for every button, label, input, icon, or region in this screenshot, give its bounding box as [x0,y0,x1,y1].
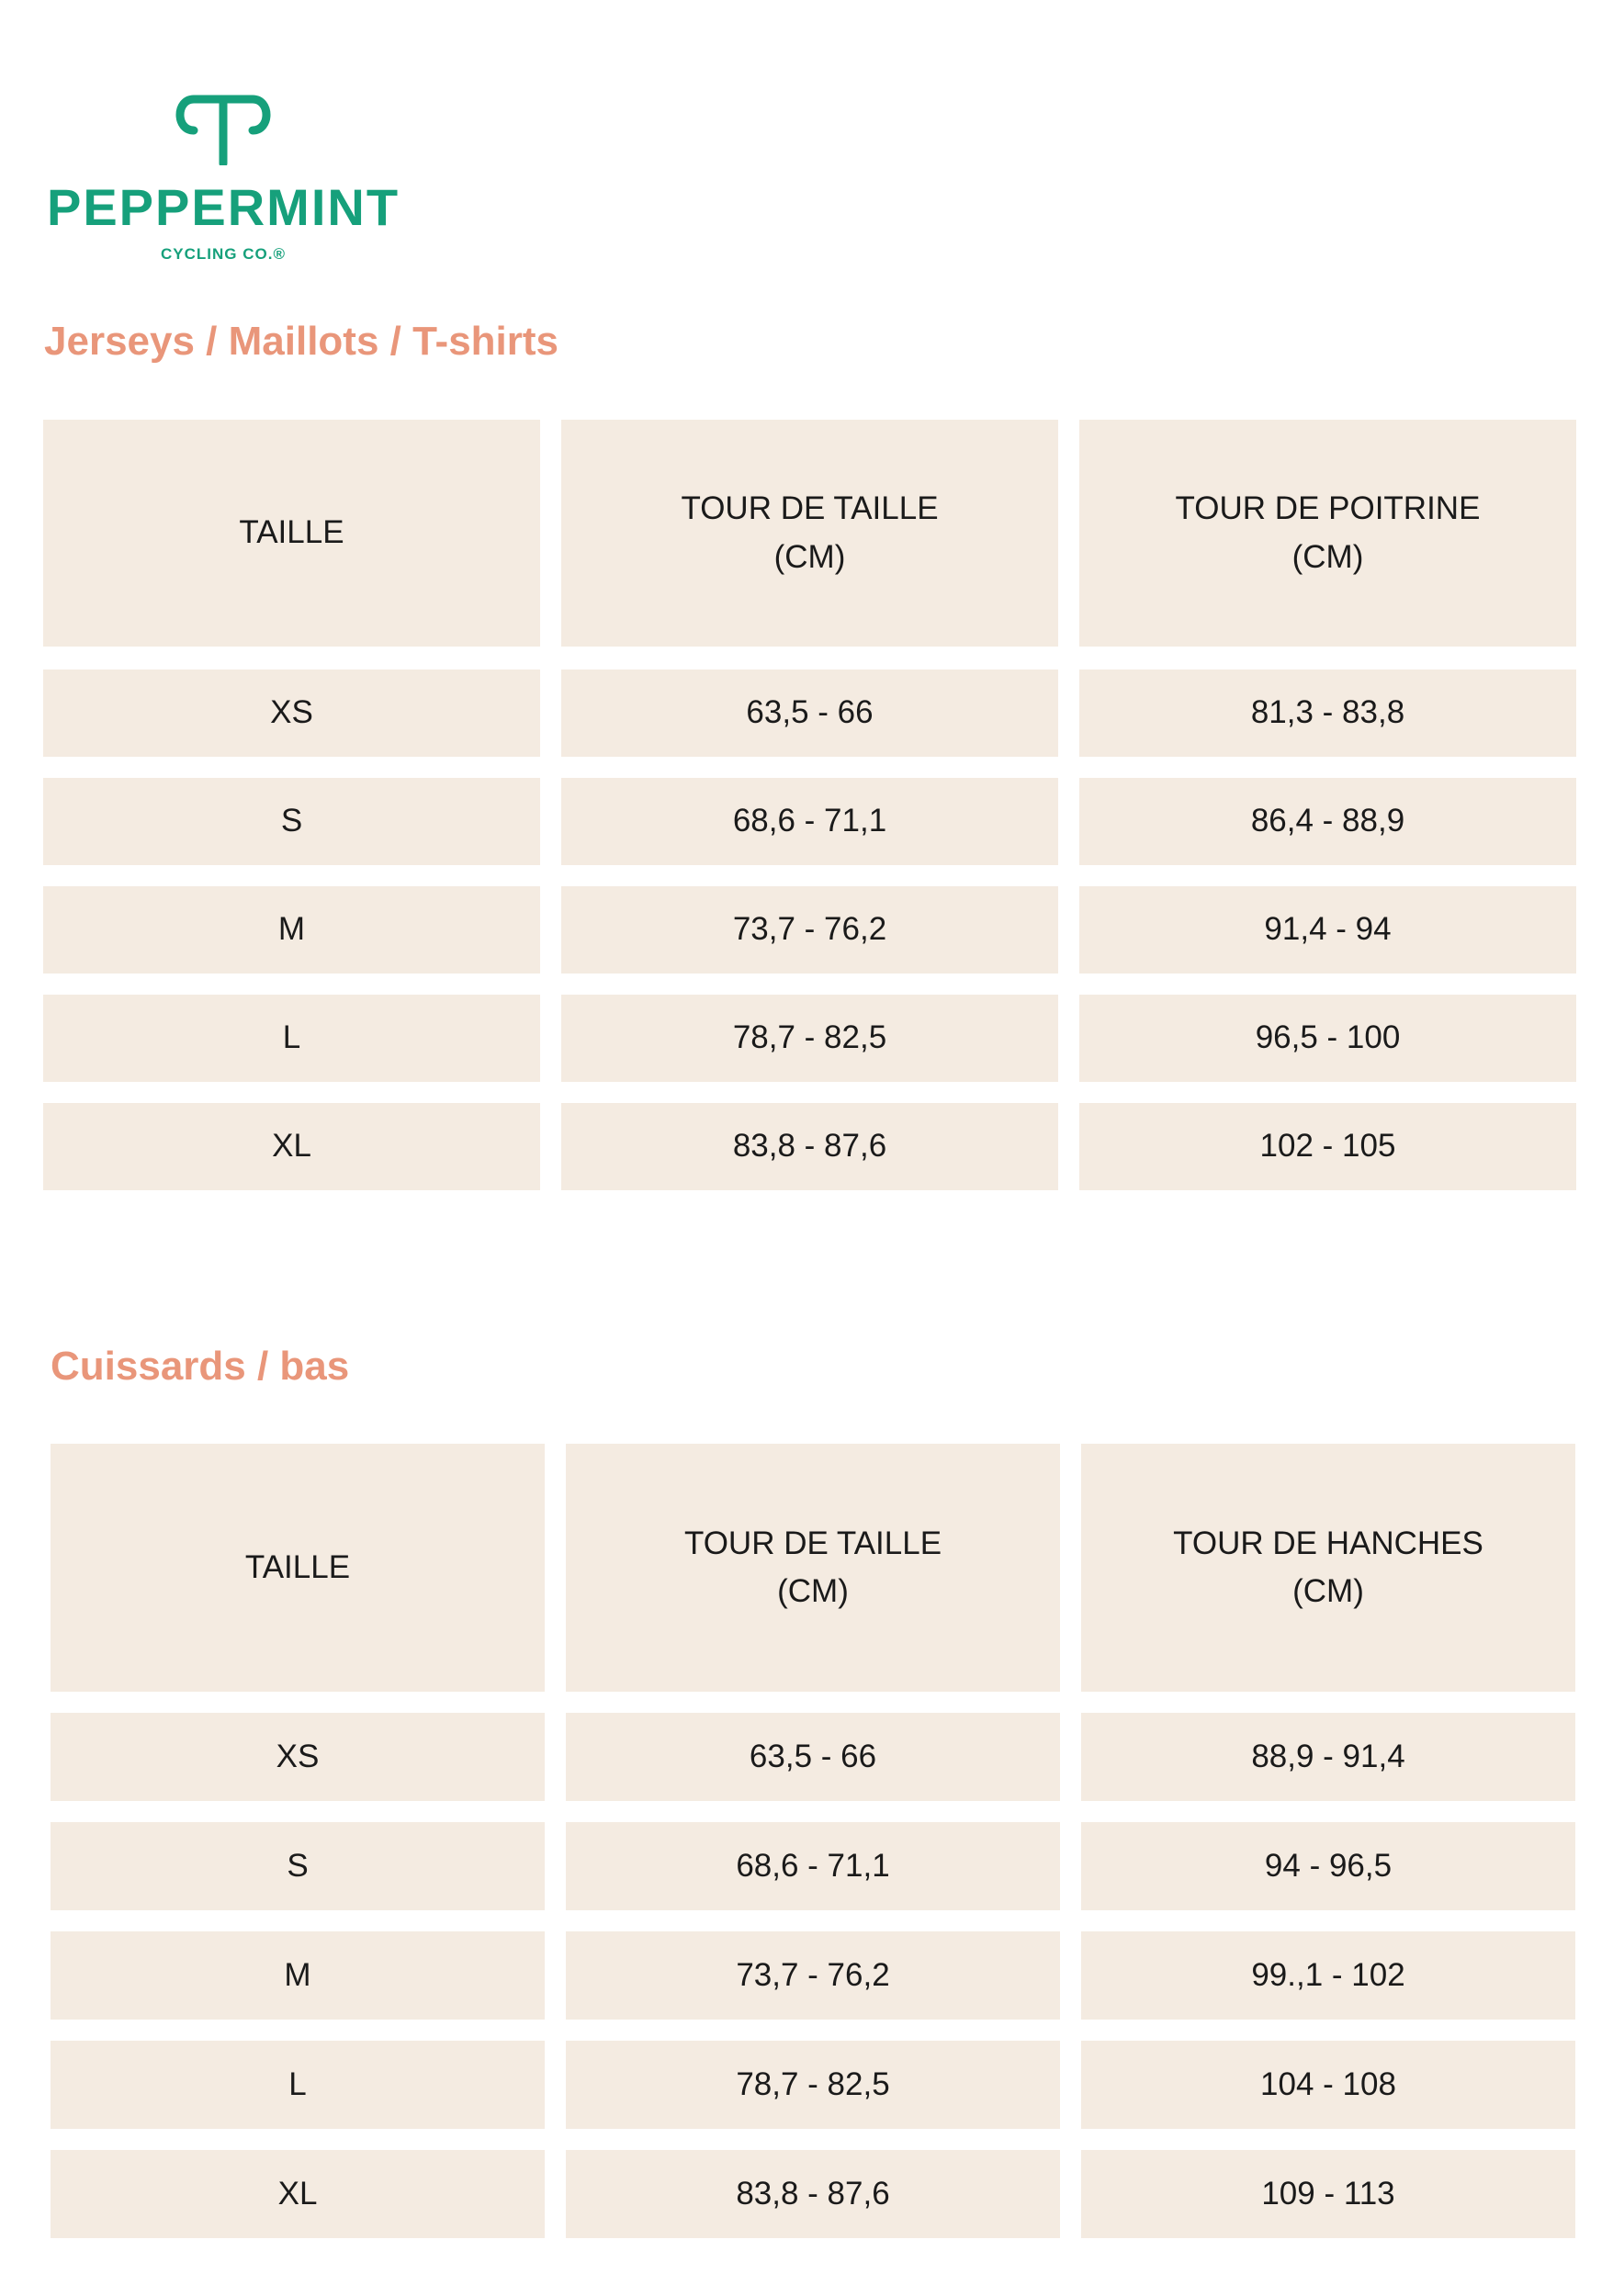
table-cell-hips: 88,9 - 91,4 [1081,1713,1575,1801]
section-title-bottoms: Cuissards / bas [51,1344,350,1389]
header-unit: (CM) [1291,538,1364,575]
header-line: TOUR DE TAILLE [681,490,939,526]
header-unit: (CM) [773,538,846,575]
table-cell-size: L [51,2041,545,2129]
header-line: TAILLE [244,1548,351,1585]
table-cell-chest: 81,3 - 83,8 [1079,670,1576,757]
table-cell-size: M [43,886,540,974]
table-cell-size: XL [43,1103,540,1190]
table-cell-chest: 102 - 105 [1079,1103,1576,1190]
table-cell-size: XL [51,2150,545,2238]
header-unit: (CM) [1292,1573,1364,1609]
table-cell-waist: 63,5 - 66 [566,1713,1060,1801]
table-cell-waist: 78,7 - 82,5 [566,2041,1060,2129]
table-cell-size: S [51,1822,545,1910]
header-line: TOUR DE POITRINE [1175,490,1481,526]
table-cell-size: L [43,995,540,1082]
header-unit: (CM) [777,1573,849,1609]
table-cell-waist: 83,8 - 87,6 [566,2150,1060,2238]
table-cell-size: S [43,778,540,865]
table-cell-waist: 78,7 - 82,5 [561,995,1058,1082]
table-cell-waist: 68,6 - 71,1 [566,1822,1060,1910]
table-header-cell [561,420,1058,647]
table-cell-waist: 73,7 - 76,2 [561,886,1058,974]
header-line: TAILLE [239,514,344,551]
table-header-cell [51,1444,545,1692]
table-header-cell [1081,1444,1575,1692]
table-cell-waist: 68,6 - 71,1 [561,778,1058,865]
table-cell-chest: 91,4 - 94 [1079,886,1576,974]
table-cell-hips: 94 - 96,5 [1081,1822,1575,1910]
brand-tagline: CYCLING CO.® [161,245,286,263]
brand-name: PEPPERMINT [46,178,400,236]
table-cell-waist: 83,8 - 87,6 [561,1103,1058,1190]
table-header-cell [566,1444,1060,1692]
table-header-cell [1079,420,1576,647]
table-cell-chest: 96,5 - 100 [1079,995,1576,1082]
peppermint-logo-icon [168,92,278,165]
table-cell-chest: 86,4 - 88,9 [1079,778,1576,865]
table-cell-size: XS [43,670,540,757]
header-line: TOUR DE HANCHES [1173,1525,1483,1561]
table-cell-hips: 109 - 113 [1081,2150,1575,2238]
table-cell-size: XS [51,1713,545,1801]
table-cell-hips: 104 - 108 [1081,2041,1575,2129]
section-title-jerseys: Jerseys / Maillots / T-shirts [44,319,559,364]
table-cell-waist: 73,7 - 76,2 [566,1931,1060,2020]
brand-logo [44,92,402,268]
header-line: TOUR DE TAILLE [683,1525,942,1561]
table-cell-waist: 63,5 - 66 [561,670,1058,757]
table-cell-hips: 99.,1 - 102 [1081,1931,1575,2020]
table-cell-size: M [51,1931,545,2020]
table-header-cell [43,420,540,647]
